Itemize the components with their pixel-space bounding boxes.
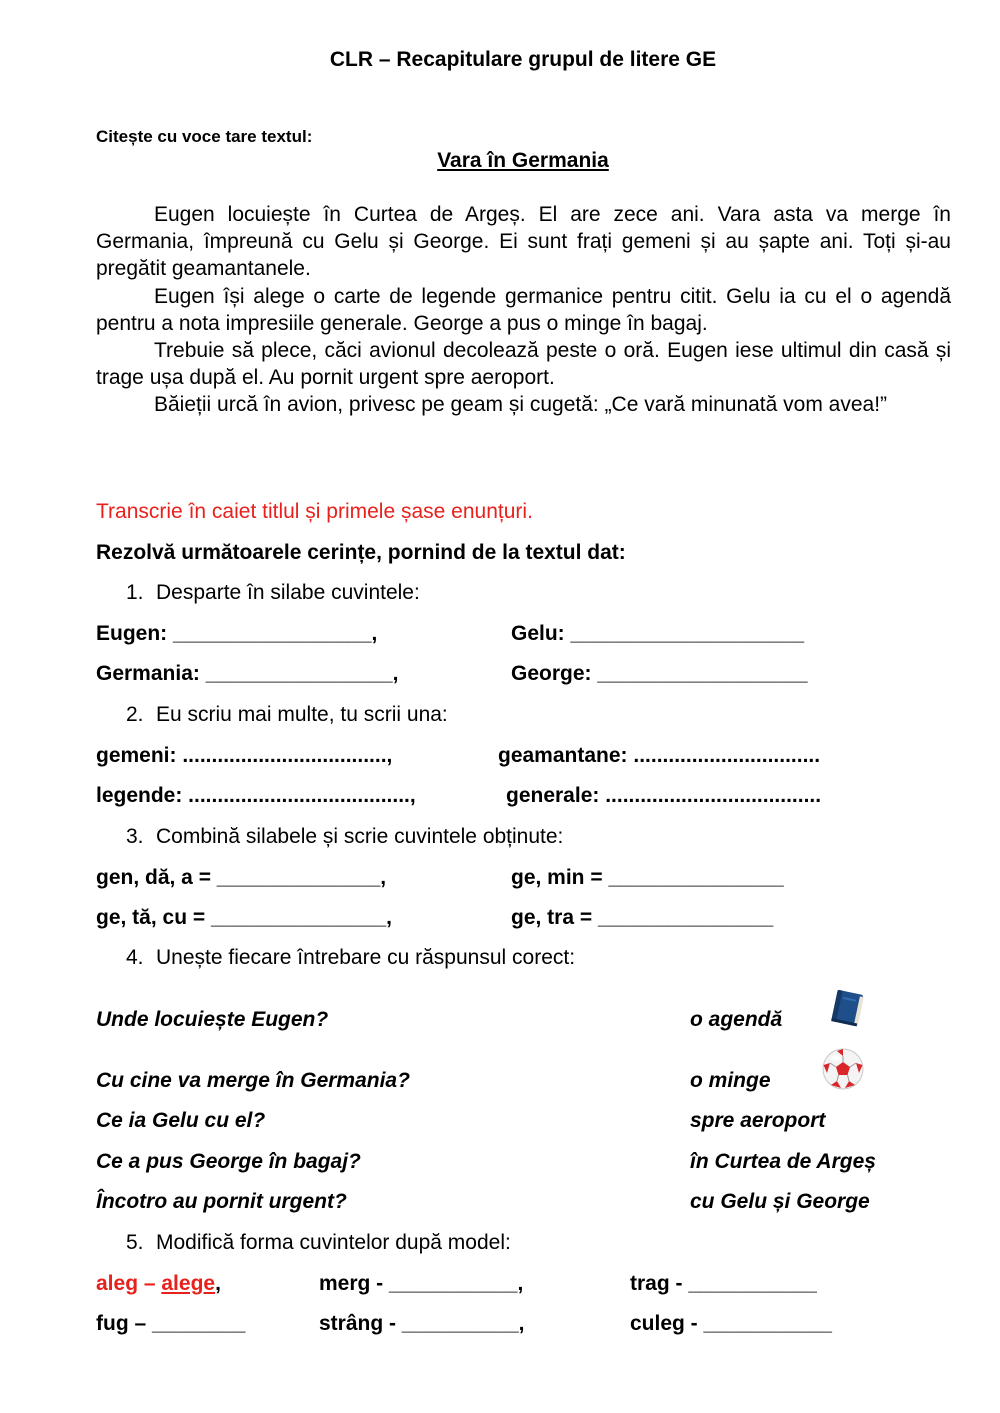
model-example: aleg – alege, [96,1272,221,1295]
question[interactable]: Unde locuiește Eugen? [96,1008,329,1031]
task-5-field[interactable]: culeg - ___________ [630,1312,832,1335]
task-5-field[interactable]: trag - ___________ [630,1272,817,1295]
task-3-field[interactable]: ge, min = _______________ [511,866,784,889]
question[interactable]: Cu cine va merge în Germania? [96,1069,410,1092]
task-5-field[interactable]: fug – ________ [96,1312,246,1335]
answer[interactable]: o agendă [690,1008,783,1031]
task-1-field[interactable]: Eugen: _________________, [96,622,378,645]
question[interactable]: Încotro au pornit urgent? [96,1190,347,1213]
task-1-heading: 1. Desparte în silabe cuvintele: [126,581,420,604]
reading-instruction: Citește cu voce tare textul: [96,127,313,146]
story-title: Vara în Germania [437,149,609,172]
task-2-field[interactable]: generale: ..................................... [506,784,822,807]
story-text [96,201,951,419]
answer[interactable]: în Curtea de Argeș [690,1150,876,1173]
task-3-field[interactable]: gen, dă, a = ______________, [96,866,387,889]
solve-instruction: Rezolvă următoarele cerințe, pornind de la textul dat: [96,541,626,564]
story-paragraph: Trebuie să plece, căci avionul decolează peste o oră. Eugen iese ultimul din casă și trage ușa după el. Au pornit urgent spre aeroport. [96,339,951,390]
task-3-heading: 3. Combină silabele și scrie cuvintele obținute: [126,825,564,848]
answer[interactable]: spre aeroport [690,1109,826,1132]
question[interactable]: Ce a pus George în bagaj? [96,1150,361,1173]
story-paragraph: Eugen locuiește în Curtea de Argeș. El are zece ani. Vara asta va merge în Germania, împreună cu Gelu și George. Ei sunt frați gemeni și au șapte ani. Toți și-au pregătit geamantanele. [96,203,951,281]
page-title: CLR – Recapitulare grupul de litere GE [329,48,717,71]
task-1-field[interactable]: Germania: ________________, [96,662,399,685]
answer[interactable]: o minge [690,1069,771,1092]
task-2-heading: 2. Eu scriu mai multe, tu scrii una: [126,703,448,726]
task-2-field[interactable]: geamantane: ................................ [498,744,821,767]
story-paragraph: Eugen își alege o carte de legende germanice pentru citit. Gelu ia cu el o agendă pentru a nota impresiile generale. George a pus o minge în bagaj. [96,284,951,335]
task-5-field[interactable]: merg - ___________, [319,1272,524,1295]
task-2-field[interactable]: gemeni: ..................................., [96,744,393,767]
question[interactable]: Ce ia Gelu cu el? [96,1109,266,1132]
task-5-heading: 5. Modifică forma cuvintelor după model: [126,1231,511,1254]
task-2-field[interactable]: legende: ......................................, [96,784,416,807]
task-3-field[interactable]: ge, tă, cu = _______________, [96,906,392,929]
task-1-field[interactable]: Gelu: ____________________ [511,622,805,645]
task-5-field[interactable]: strâng - __________, [319,1312,525,1335]
answer[interactable]: cu Gelu și George [690,1190,870,1213]
task-1-field[interactable]: George: __________________ [511,662,808,685]
soccer-ball-icon [821,1047,865,1091]
story-paragraph: Băieții urcă în avion, privesc pe geam și cugetă: „Ce vară minunată vom avea!” [154,393,888,417]
task-3-field[interactable]: ge, tra = _______________ [511,906,774,929]
book-icon [826,988,868,1030]
transcribe-instruction: Transcrie în caiet titlul și primele șase enunțuri. [96,500,533,523]
task-4-heading: 4. Unește fiecare întrebare cu răspunsul corect: [126,946,576,969]
